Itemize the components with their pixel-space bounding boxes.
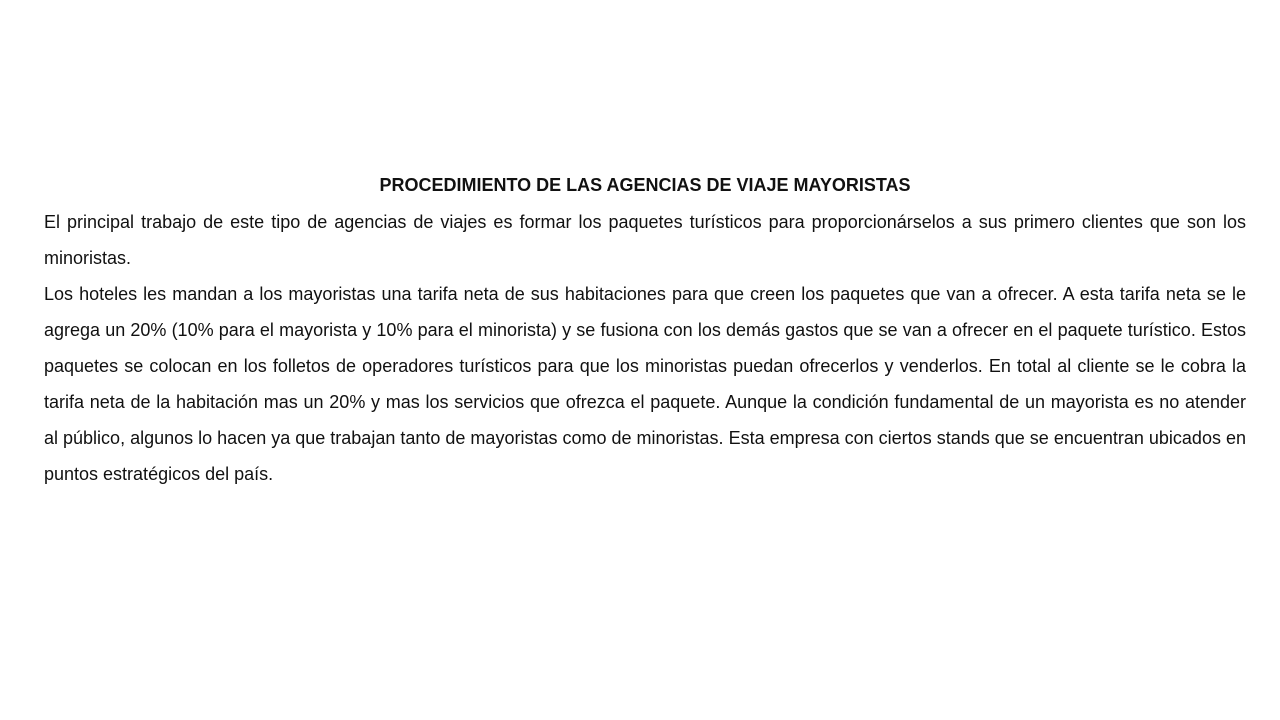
paragraph-procedure: Los hoteles les mandan a los mayoristas una tarifa neta de sus habitaciones para que creen los paquetes que van a ofrecer. A esta tarifa neta se le agrega un 20% (10% para el mayorista y 10% para el minorista) y se fusiona con los demás gastos que se van a ofrecer en el paquete turístico. Estos paquetes se colocan en los folletos de operadores turísticos para que los minoristas puedan ofrecerlos y venderlos. En total al cliente se le cobra la tarifa neta de la habitación mas un 20% y mas los servicios que ofrezca el paquete. Aunque la condición fundamental de un mayorista es no atender al público, algunos lo hacen ya que trabajan tanto de mayoristas como de minoristas. Esta empresa con ciertos stands que se encuentran ubicados en puntos estratégicos del país.: [44, 284, 1246, 484]
slide-content: [44, 166, 1246, 492]
slide-title: PROCEDIMIENTO DE LAS AGENCIAS DE VIAJE MAYORISTAS: [379, 175, 911, 195]
paragraph-intro: El principal trabajo de este tipo de agencias de viajes es formar los paquetes turísticos para proporcionárselos a sus primero clientes que son los minoristas.: [44, 212, 1246, 268]
